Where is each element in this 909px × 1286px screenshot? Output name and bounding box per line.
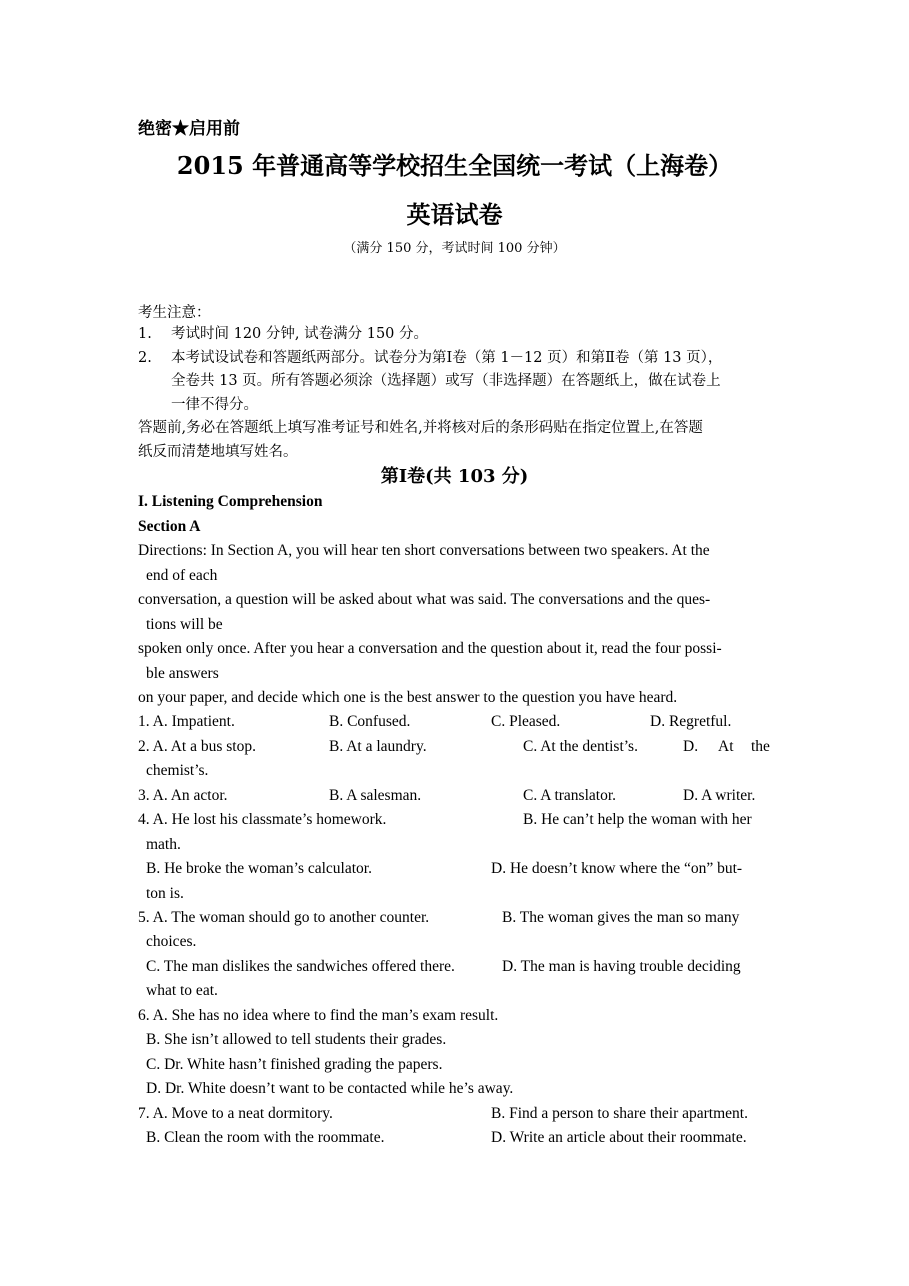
section-a-heading: Section A	[138, 518, 201, 535]
q6-option-d: D. Dr. White doesn’t want to be contacted while he’s away.	[146, 1080, 514, 1097]
q5-option-b-continued: choices.	[146, 933, 197, 950]
exam-title: 2015 年普通高等学校招生全国统一考试（上海卷）	[176, 151, 733, 180]
q2-option-a: 2. A. At a bus stop.	[138, 738, 256, 755]
q2-option-c: C. At the dentist’s.	[523, 738, 638, 755]
q1-option-b: B. Confused.	[329, 713, 411, 730]
q2-option-d-word-2: the	[751, 738, 770, 755]
notice-item-2-number: 2.	[138, 350, 152, 366]
notice-item-1-number: 1.	[138, 326, 152, 342]
q7-option-a: 7. A. Move to a neat dormitory.	[138, 1105, 333, 1122]
q4-option-d-continued: ton is.	[146, 885, 184, 902]
q4-option-a: 4. A. He lost his classmate’s homework.	[138, 811, 387, 828]
notice-extra-line-2: 纸反而清楚地填写姓名。	[138, 444, 298, 460]
score-note: （满分 150 分，考试时间 100 分钟）	[343, 241, 566, 256]
directions-line-3: conversation, a question will be asked about what was said. The conversations and the ques-	[138, 591, 711, 608]
confidential-label: 绝密★启用前	[138, 119, 240, 139]
q7-option-d: D. Write an article about their roommate.	[491, 1129, 747, 1146]
q5-option-d: D. The man is having trouble deciding	[502, 958, 741, 975]
directions-line-6: ble answers	[146, 665, 219, 682]
q5-option-a: 5. A. The woman should go to another counter.	[138, 909, 430, 926]
q3-option-c: C. A translator.	[523, 787, 616, 804]
section-heading: I. Listening Comprehension	[138, 493, 323, 510]
directions-line-4: tions will be	[146, 616, 223, 633]
q3-option-a: 3. A. An actor.	[138, 787, 228, 804]
notice-item-2-line-2: 全卷共 13 页。所有答题必须涂（选择题）或写（非选择题）在答题纸上，做在试卷上	[171, 373, 721, 389]
q1-option-d: D. Regretful.	[650, 713, 732, 730]
q5-option-c: C. The man dislikes the sandwiches offered there.	[146, 958, 455, 975]
directions-line-1: Directions: In Section A, you will hear ten short conversations between two speakers. At the	[138, 542, 710, 559]
q6-option-a: 6. A. She has no idea where to find the man’s exam result.	[138, 1007, 499, 1024]
q2-option-d-label: D.	[683, 738, 699, 755]
notice-item-2-line-3: 一律不得分。	[171, 397, 258, 413]
directions-line-5: spoken only once. After you hear a conversation and the question about it, read the four possi-	[138, 640, 722, 657]
q3-option-b: B. A salesman.	[329, 787, 422, 804]
q6-option-c: C. Dr. White hasn’t finished grading the papers.	[146, 1056, 443, 1073]
q4-option-d: D. He doesn’t know where the “on” but-	[491, 860, 743, 877]
directions-line-2: end of each	[146, 567, 218, 584]
q6-option-b: B. She isn’t allowed to tell students their grades.	[146, 1031, 447, 1048]
q2-option-b: B. At a laundry.	[329, 738, 427, 755]
notice-extra-line-1: 答题前,务必在答题纸上填写准考证号和姓名,并将核对后的条形码贴在指定位置上,在答题	[138, 420, 703, 436]
notice-heading: 考生注意：	[138, 305, 211, 321]
q2-option-d-continued: chemist’s.	[146, 762, 209, 779]
q4-option-b: B. He can’t help the woman with her	[523, 811, 752, 828]
notice-item-2-line-1: 本考试设试卷和答题纸两部分。试卷分为第Ⅰ卷（第 1－12 页）和第Ⅱ卷（第 13 页），	[171, 350, 723, 366]
part-title: 第Ⅰ卷(共 103 分)	[380, 466, 529, 487]
q7-option-c: B. Clean the room with the roommate.	[146, 1129, 385, 1146]
q4-option-c: B. He broke the woman’s calculator.	[146, 860, 372, 877]
q5-option-d-continued: what to eat.	[146, 982, 218, 999]
directions-line-7: on your paper, and decide which one is the best answer to the question you have heard.	[138, 689, 678, 706]
q7-option-b: B. Find a person to share their apartment.	[491, 1105, 748, 1122]
notice-item-1: 考试时间 120 分钟, 试卷满分 150 分。	[171, 326, 429, 342]
q1-option-c: C. Pleased.	[491, 713, 561, 730]
subject-title: 英语试卷	[406, 200, 503, 229]
q2-option-d-word-1: At	[718, 738, 734, 755]
q5-option-b: B. The woman gives the man so many	[502, 909, 740, 926]
q3-option-d: D. A writer.	[683, 787, 756, 804]
q4-option-b-continued: math.	[146, 836, 181, 853]
q1-option-a: 1. A. Impatient.	[138, 713, 235, 730]
